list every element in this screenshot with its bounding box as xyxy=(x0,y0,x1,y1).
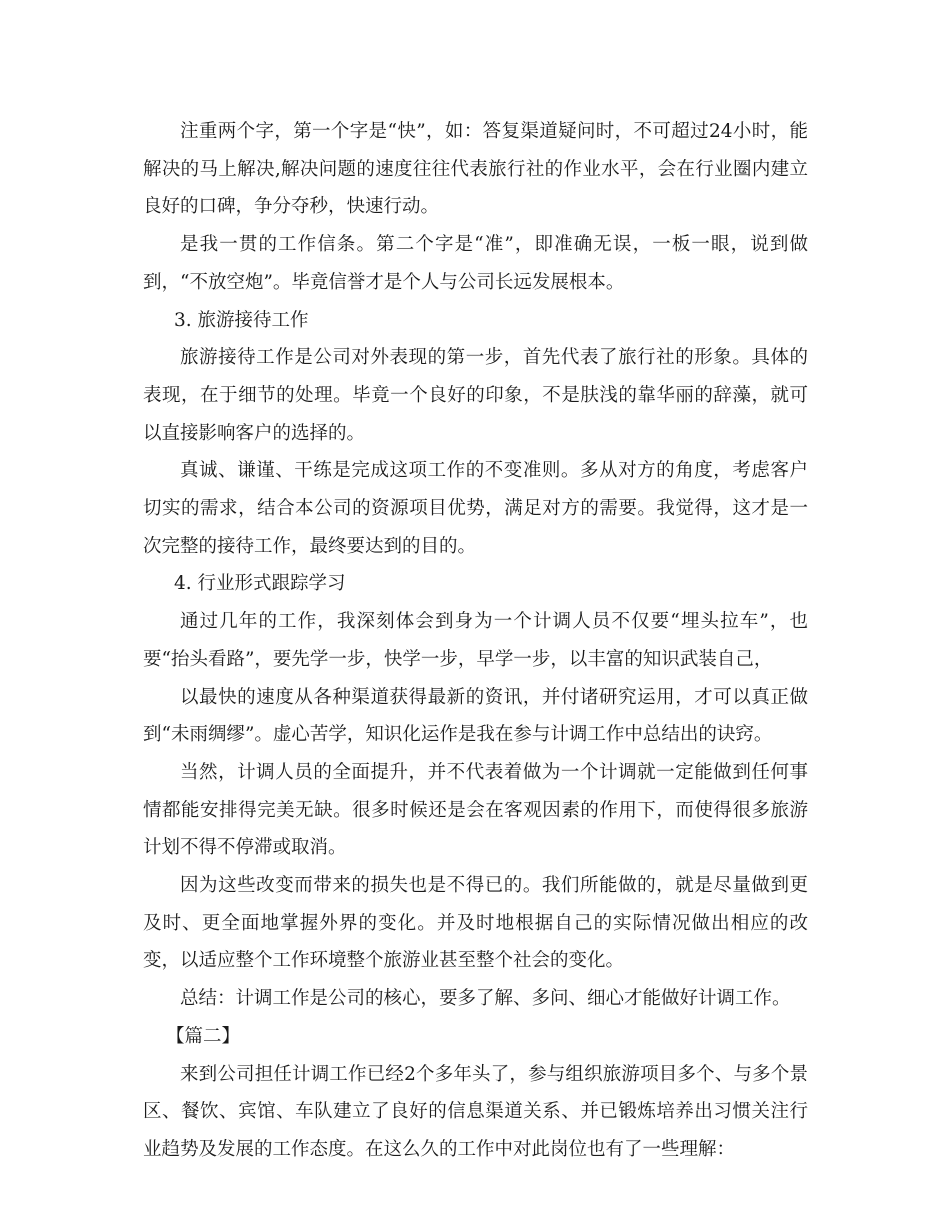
paragraph: 真诚、谦谨、干练是完成这项工作的不变准则。多从对方的角度，考虑客户切实的需求，结合本公司的资源项目优势，满足对方的需要。我觉得，这才是一次完整的接待工作，最终要达到的目的。 xyxy=(143,460,808,557)
section-heading: 4. 行业形式跟踪学习 xyxy=(174,573,346,595)
paragraph: 是我一贯的工作信条。第二个字是“准”，即准确无误，一板一眼，说到做到，“不放空炮”。毕竟信誉才是个人与公司长远发展根本。 xyxy=(143,234,808,293)
paragraph: 旅游接待工作是公司对外表现的第一步，首先代表了旅行社的形象。具体的表现，在于细节的处理。毕竟一个良好的印象，不是肤浅的靠华丽的辞藻，就可以直接影响客户的选择的。 xyxy=(143,347,808,444)
paragraph: 当然，计调人员的全面提升，并不代表着做为一个计调就一定能做到任何事情都能安排得完美无缺。很多时候还是会在客观因素的作用下，而使得很多旅游计划不得不停滞或取消。 xyxy=(143,761,808,859)
paragraph: 来到公司担任计调工作已经2个多年头了，参与组织旅游项目多个、与多个景区、餐饮、宾馆、车队建立了良好的信息渠道关系、并已锻炼培养出习惯关注行业趋势及发展的工作态度。在这么久的工作中对此岗位也有了一些理解： xyxy=(143,1063,808,1160)
paragraph: 总结：计调工作是公司的核心，要多了解、多问、细心才能做好计调工作。 xyxy=(180,988,791,1010)
section-heading: 3. 旅游接待工作 xyxy=(174,309,309,331)
paragraph: 以最快的速度从各种渠道获得最新的资讯，并付诸研究运用，才可以真正做到“未雨绸缪”。虚心苦学，知识化运作是我在参与计调工作中总结出的诀窍。 xyxy=(143,686,808,746)
paragraph: 通过几年的工作，我深刻体会到身为一个计调人员不仅要“埋头拉车”，也要“抬头看路”，要先学一步，快学一步，早学一步，以丰富的知识武装自己， xyxy=(143,611,808,670)
part-title: 【篇二】 xyxy=(166,1025,241,1047)
paragraph: 注重两个字，第一个字是“快”，如：答复渠道疑问时，不可超过24小时，能解决的马上解决,解决问题的速度往往代表旅行社的作业水平，会在行业圈内建立良好的口碑，争分夺秒，快速行动。 xyxy=(143,121,808,218)
document-body xyxy=(143,113,808,1169)
paragraph: 因为这些改变而带来的损失也是不得已的。我们所能做的，就是尽量做到更及时、更全面地掌握外界的变化。并及时地根据自己的实际情况做出相应的改变，以适应整个工作环境整个旅游业甚至整个社会的变化。 xyxy=(143,875,808,972)
